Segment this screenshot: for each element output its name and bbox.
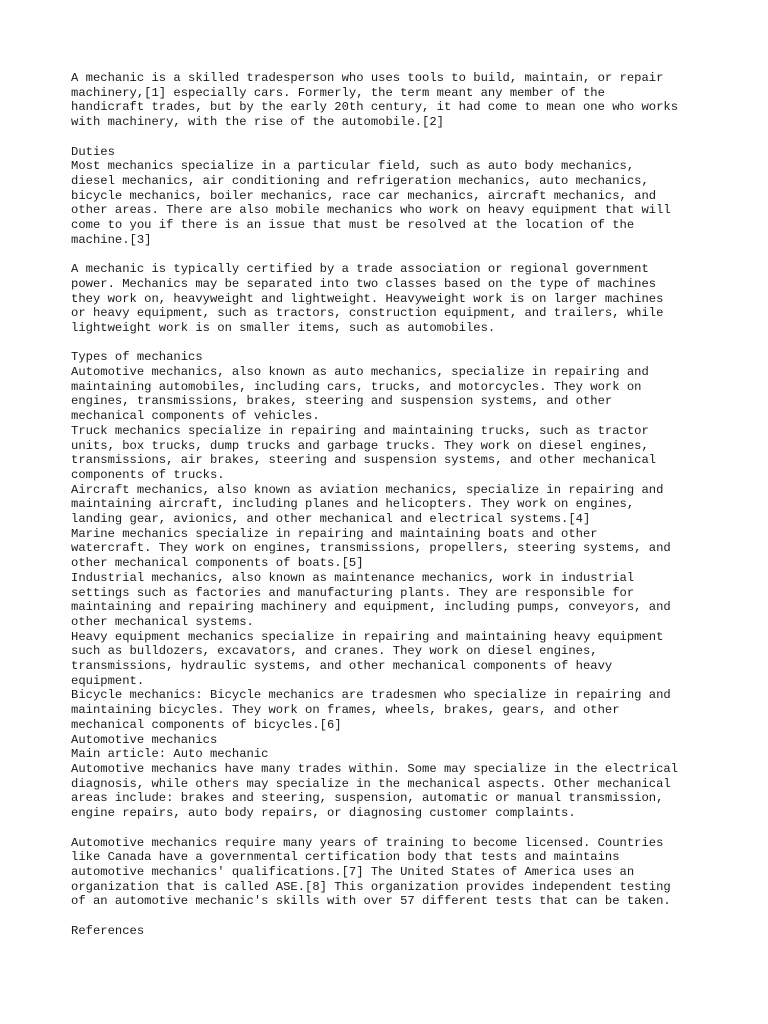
text-line: of an automotive mechanic's skills with over 57 different tests that can be taken. (71, 894, 671, 909)
text-line: power. Mechanics may be separated into two classes based on the type of machines (71, 276, 657, 291)
text-line: mechanical components of bicycles.[6] (71, 717, 342, 732)
text-line: engines, transmissions, brakes, steering and suspension systems, and other (71, 394, 613, 409)
text-line: Automotive mechanics, also known as auto mechanics, specialize in repairing and (71, 365, 649, 380)
text-line: Automotive mechanics have many trades within. Some may specialize in the electrical (71, 762, 679, 776)
text-line: Marine mechanics specialize in repairing and maintaining boats and other (71, 526, 598, 541)
text-line: watercraft. They work on engines, transmissions, propellers, steering systems, and (71, 541, 671, 556)
text-line: maintaining bicycles. They work on frames, wheels, brakes, gears, and other (71, 703, 620, 718)
blank-line (71, 130, 711, 145)
text-line: transmissions, air brakes, steering and suspension systems, and other mechanical (71, 453, 657, 468)
text-line: areas include: brakes and steering, suspension, automatic or manual transmission, (71, 791, 664, 806)
text-line: maintaining aircraft, including planes and helicopters. They work on engines, (71, 497, 635, 512)
text-line: Automotive mechanics (71, 732, 218, 747)
blank-line (71, 909, 711, 924)
text-line: Duties (71, 144, 115, 159)
text-line: come to you if there is an issue that must be resolved at the location of the (71, 218, 635, 233)
text-line: like Canada have a governmental certification body that tests and maintains (71, 850, 620, 865)
text-line: A mechanic is a skilled tradesperson who uses tools to build, maintain, or repair (71, 71, 664, 85)
text-line: equipment. (71, 673, 145, 688)
text-line: Truck mechanics specialize in repairing and maintaining trucks, such as tractor (71, 423, 649, 438)
blank-line (71, 247, 711, 262)
text-line: Types of mechanics (71, 350, 203, 365)
text-line: mechanical components of vehicles. (71, 409, 320, 424)
text-line: maintaining automobiles, including cars, trucks, and motorcycles. They work on (71, 379, 642, 394)
document-body (71, 71, 711, 938)
text-line: Heavy equipment mechanics specialize in repairing and maintaining heavy equipment (71, 629, 664, 644)
text-line: other mechanical components of boats.[5] (71, 556, 364, 571)
text-line: such as bulldozers, excavators, and cranes. They work on diesel engines, (71, 644, 598, 659)
text-line: References (71, 923, 145, 938)
text-line: maintaining and repairing machinery and equipment, including pumps, conveyors, and (71, 600, 671, 615)
text-line: components of trucks. (71, 467, 225, 482)
text-line: they work on, heavyweight and lightweight. Heavyweight work is on larger machines (71, 291, 664, 306)
text-line: settings such as factories and manufacturing plants. They are responsible for (71, 585, 635, 600)
text-line: Aircraft mechanics, also known as aviation mechanics, specialize in repairing and (71, 482, 664, 497)
text-line: handicraft trades, but by the early 20th century, it had come to mean one who works (71, 100, 679, 115)
text-line: A mechanic is typically certified by a trade association or regional government (71, 262, 649, 277)
text-line: other areas. There are also mobile mechanics who work on heavy equipment that will (71, 203, 671, 218)
text-line: machine.[3] (71, 232, 152, 247)
text-line: engine repairs, auto body repairs, or diagnosing customer complaints. (71, 806, 576, 821)
text-line: Automotive mechanics require many years of training to become licensed. Countries (71, 835, 664, 850)
text-line: or heavy equipment, such as tractors, construction equipment, and trailers, while (71, 306, 664, 321)
text-line: bicycle mechanics, boiler mechanics, race car mechanics, aircraft mechanics, and (71, 188, 657, 203)
blank-line (71, 821, 711, 836)
text-line: automotive mechanics' qualifications.[7] The United States of America uses an (71, 864, 635, 879)
text-line: with machinery, with the rise of the automobile.[2] (71, 115, 444, 130)
text-line: other mechanical systems. (71, 614, 254, 629)
text-line: units, box trucks, dump trucks and garbage trucks. They work on diesel engines, (71, 438, 649, 453)
blank-line (71, 336, 711, 351)
text-line: organization that is called ASE.[8] This organization provides independent testing (71, 879, 671, 894)
text-line: machinery,[1] especially cars. Formerly, the term meant any member of the (71, 85, 605, 100)
text-line: Bicycle mechanics: Bicycle mechanics are tradesmen who specialize in repairing and (71, 688, 671, 703)
text-line: diesel mechanics, air conditioning and refrigeration mechanics, auto mechanics, (71, 173, 649, 188)
text-line: diagnosis, while others may specialize in the mechanical aspects. Other mechanical (71, 776, 671, 791)
text-line: landing gear, avionics, and other mechanical and electrical systems.[4] (71, 512, 591, 527)
text-line: Industrial mechanics, also known as maintenance mechanics, work in industrial (71, 570, 635, 585)
text-line: Main article: Auto mechanic (71, 747, 269, 762)
text-line: Most mechanics specialize in a particular field, such as auto body mechanics, (71, 159, 635, 174)
text-line: lightweight work is on smaller items, such as automobiles. (71, 320, 496, 335)
text-line: transmissions, hydraulic systems, and other mechanical components of heavy (71, 659, 613, 674)
